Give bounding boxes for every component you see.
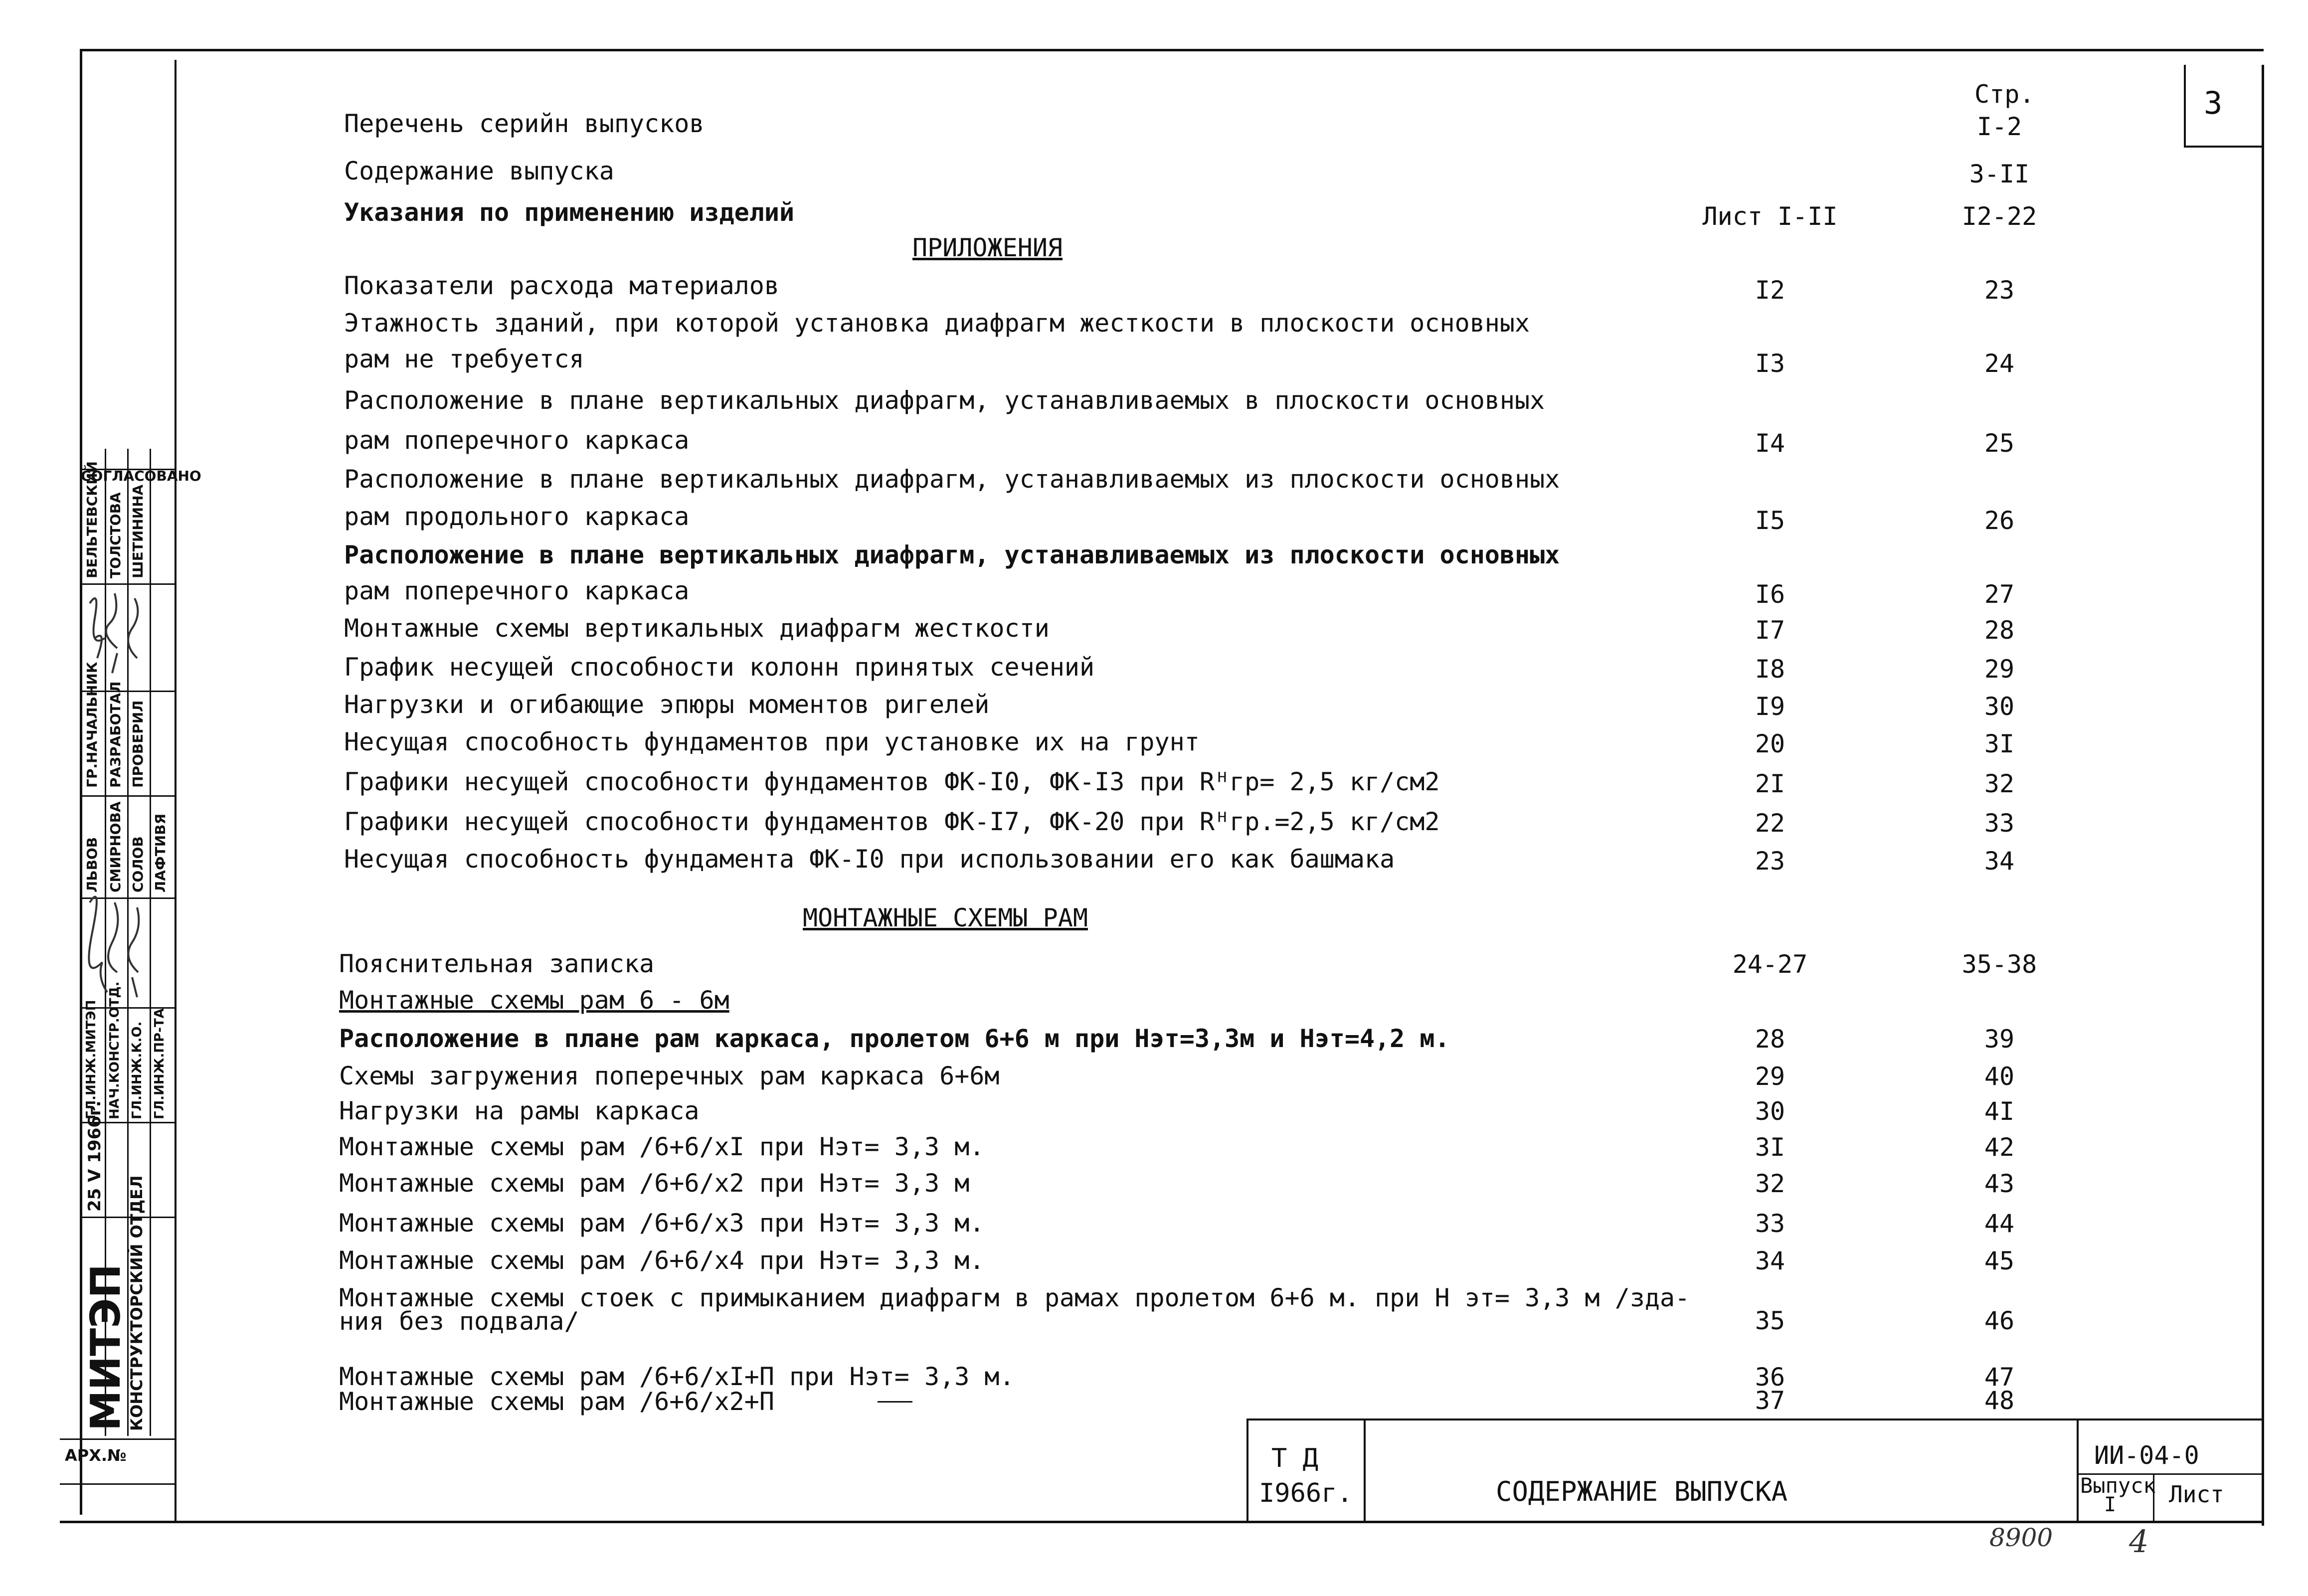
side-name-3: ЛАФТИВЯ xyxy=(152,813,169,892)
side-arch: АРХ.№ xyxy=(65,1446,127,1465)
side-role2-2: ПРОВЕРИЛ xyxy=(130,700,146,788)
list-item-page: 46 xyxy=(1984,1306,2015,1335)
list-item-page: 30 xyxy=(1984,692,2015,721)
stamp-top-line xyxy=(1246,1419,2264,1420)
handwritten-sheet-number: 4 xyxy=(2129,1523,2149,1560)
list-item-sheet: 23 xyxy=(1755,847,1785,876)
side-role-2: ГЛ.ИНЖ.К.О. xyxy=(130,1021,145,1119)
list-item: Монтажные схемы рам /6+6/хI при Нэт= 3,3 м. xyxy=(339,1132,985,1161)
list-item-sheet: 24-27 xyxy=(1732,950,1808,979)
list-item-page: 23 xyxy=(1984,276,2015,305)
side-name2-0: ВЕЛЬТЕВСКИЙ xyxy=(84,461,100,578)
side-role-1: НАЧ.КОНСТР.ОТД. xyxy=(107,981,122,1119)
item-instructions: Указания по применению изделий xyxy=(344,198,795,227)
list-item: рам поперечного каркаса xyxy=(344,576,690,605)
page-box-left xyxy=(2184,65,2186,147)
list-item-page: 44 xyxy=(1984,1209,2015,1238)
list-item-page: 45 xyxy=(1984,1246,2015,1275)
list-item: Монтажные схемы рам /6+6/хI+П при Нэт= 3,3 м. xyxy=(339,1362,1015,1391)
list-item: ния без подвала/ xyxy=(339,1307,579,1336)
stamp-div1 xyxy=(1246,1419,1248,1521)
list-item: Монтажные схемы рам /6+6/х2+П xyxy=(339,1387,774,1416)
side-name-0: ЛЬВОВ xyxy=(84,837,100,892)
stamp-issue-label: Выпуск xyxy=(2080,1473,2156,1498)
list-item-page: 48 xyxy=(1984,1386,2015,1415)
list-item-sheet: I4 xyxy=(1755,429,1785,458)
page-box-bottom xyxy=(2184,146,2264,148)
list-item-page: 33 xyxy=(1984,809,2015,838)
list-item: Несущая способность фундамента ФК-I0 при использовании его как башмака xyxy=(344,845,1395,874)
side-date: 25 V 1966г. xyxy=(85,1100,105,1212)
side-hline-9 xyxy=(60,1483,175,1485)
list-item-sheet: 34 xyxy=(1755,1246,1785,1275)
list-item-sheet: I9 xyxy=(1755,692,1785,721)
list-item: рам поперечного каркаса xyxy=(344,426,690,455)
page-col-label: Стр. xyxy=(1974,80,2035,109)
list-item: Графики несущей способности фундаментов ФК-I0, ФК-I3 при Rᴴгр= 2,5 кг/см2 xyxy=(344,767,1440,796)
item-instructions-sheet: Лист I-II xyxy=(1702,202,1838,231)
list-item: Пояснительная записка xyxy=(339,949,655,978)
list-item: Расположение в плане вертикальных диафрагм, устанавливаемых из плоскости основных xyxy=(344,540,1560,569)
section-frames-title: МОНТАЖНЫЕ СХЕМЫ РАМ xyxy=(803,903,1088,932)
list-item: Нагрузки и огибающие эпюры моментов ригелей xyxy=(344,690,990,719)
side-role2-1: РАЗРАБОТАЛ xyxy=(107,681,124,788)
list-item-page: 29 xyxy=(1984,655,2015,684)
list-item-page: 35-38 xyxy=(1961,950,2037,979)
list-item-page: 32 xyxy=(1984,769,2015,798)
list-item-sheet: 33 xyxy=(1755,1209,1785,1238)
list-item-sheet: I7 xyxy=(1755,616,1785,645)
item-series-list-page: I-2 xyxy=(1976,112,2022,141)
list-item-sheet: 2I xyxy=(1755,769,1785,798)
list-item-page: 40 xyxy=(1984,1062,2015,1091)
list-item: Монтажные схемы рам /6+6/х4 при Нэт= 3,3 м. xyxy=(339,1246,985,1275)
list-item-page: 25 xyxy=(1984,429,2015,458)
list-item-page: 26 xyxy=(1984,506,2015,535)
list-item-sheet: 29 xyxy=(1755,1062,1785,1091)
list-item-sheet: 22 xyxy=(1755,809,1785,838)
list-item-sheet: 28 xyxy=(1755,1025,1785,1054)
stamp-div3 xyxy=(2077,1419,2079,1521)
list-item-page: 34 xyxy=(1984,847,2015,876)
list-item: рам продольного каркаса xyxy=(344,502,690,531)
side-org: МИТЭП xyxy=(82,1264,130,1431)
side-name2-2: ШЕТИНИНА xyxy=(130,484,146,578)
list-item-sheet: 20 xyxy=(1755,729,1785,758)
list-item: Расположение в плане вертикальных диафрагм, устанавливаемых в плоскости основных xyxy=(344,386,1545,415)
list-item-page: 43 xyxy=(1984,1169,2015,1198)
list-item-page: 47 xyxy=(1984,1363,2015,1392)
frame-top xyxy=(80,49,2264,51)
stamp-div2 xyxy=(1364,1419,1366,1521)
list-item-sheet: 36 xyxy=(1755,1363,1785,1392)
list-item-sheet: I3 xyxy=(1755,349,1785,378)
side-name-2: СОЛОВ xyxy=(130,836,146,892)
item-instructions-page: I2-22 xyxy=(1961,202,2037,231)
item-contents: Содержание выпуска xyxy=(344,157,614,185)
list-item: Монтажные схемы рам /6+6/х3 при Нэт= 3,3 м. xyxy=(339,1209,985,1238)
list-item-sheet: 35 xyxy=(1755,1306,1785,1335)
list-item-page: 42 xyxy=(1984,1133,2015,1162)
dash-mark xyxy=(878,1401,912,1403)
side-name-1: СМИРНОВА xyxy=(107,801,124,892)
frame-bottom xyxy=(60,1521,2264,1523)
side-name2-1: ТОЛСТОВА xyxy=(107,492,124,578)
stamp-year: I966г. xyxy=(1259,1478,1353,1508)
stamp-td: Т Д xyxy=(1271,1443,1318,1473)
list-item-page: 28 xyxy=(1984,616,2015,645)
signatures xyxy=(80,583,150,1222)
list-item-page: 27 xyxy=(1984,580,2015,609)
side-vline-3 xyxy=(150,449,151,1436)
item-contents-page: 3-II xyxy=(1969,160,2030,188)
list-item: Монтажные схемы стоек с примыканием диафрагм в рамах пролетом 6+6 м. при Н эт= 3,3 м /зда- xyxy=(339,1283,1690,1312)
section-appendices-title: ПРИЛОЖЕНИЯ xyxy=(912,233,1063,262)
side-role-3: ГЛ.ИНЖ.ПР-ТА xyxy=(152,1008,167,1119)
list-item-sheet: 3I xyxy=(1755,1133,1785,1162)
list-item-page: 3I xyxy=(1984,729,2015,758)
list-item: Монтажные схемы вертикальных диафрагм жесткости xyxy=(344,614,1050,643)
list-item: Схемы загружения поперечных рам каркаса 6+6м xyxy=(339,1062,1000,1090)
list-item: Этажность зданий, при которой установка диафрагм жесткости в плоскости основных xyxy=(344,309,1530,338)
stamp-title: СОДЕРЖАНИЕ ВЫПУСКА xyxy=(1496,1476,1788,1507)
list-item: Монтажные схемы рам /6+6/х2 при Нэт= 3,3 м xyxy=(339,1169,970,1198)
list-item-sheet: 37 xyxy=(1755,1386,1785,1415)
side-dept: КОНСТРУКТОРСКИЙ ОТДЕЛ xyxy=(127,1175,146,1431)
stamp-issue-value: I xyxy=(2104,1493,2117,1516)
frame-left-inner xyxy=(175,60,177,1521)
side-role-0: ГЛ.ИНЖ.МИТЭП xyxy=(84,1000,99,1119)
frame-right xyxy=(2262,65,2264,1526)
list-item-sheet: I5 xyxy=(1755,506,1785,535)
list-item: Расположение в плане рам каркаса, пролетом 6+6 м при Нэт=3,3м и Нэт=4,2 м. xyxy=(339,1024,1450,1053)
side-role2-0: ГР.НАЧАЛЬНИК xyxy=(84,662,100,788)
list-item: Показатели расхода материалов xyxy=(344,271,779,300)
list-item-sheet: I8 xyxy=(1755,655,1785,684)
list-item-sheet: I6 xyxy=(1755,580,1785,609)
item-series-list: Перечень серийн выпусков xyxy=(344,109,705,138)
side-agreed: СОГЛАСОВАНО xyxy=(81,468,201,484)
list-item: Графики несущей способности фундаментов ФК-I7, ФК-20 при Rᴴгр.=2,5 кг/см2 xyxy=(344,807,1440,836)
side-hline-8 xyxy=(60,1438,175,1440)
list-item: Монтажные схемы рам 6 - 6м xyxy=(339,986,729,1015)
list-item: Несущая способность фундаментов при установке их на грунт xyxy=(344,727,1200,756)
list-item: Нагрузки на рамы каркаса xyxy=(339,1096,700,1125)
page-number: 3 xyxy=(2204,85,2223,121)
list-item-sheet: 32 xyxy=(1755,1169,1785,1198)
list-item-page: 24 xyxy=(1984,349,2015,378)
list-item: рам не требуется xyxy=(344,345,584,373)
stamp-sheet-label: Лист xyxy=(2169,1481,2224,1508)
list-item: Расположение в плане вертикальных диафрагм, устанавливаемых из плоскости основных xyxy=(344,465,1560,494)
list-item-page: 4I xyxy=(1984,1097,2015,1126)
list-item-page: 39 xyxy=(1984,1025,2015,1054)
list-item: График несущей способности колонн принятых сечений xyxy=(344,653,1095,682)
list-item-sheet: 30 xyxy=(1755,1097,1785,1126)
list-item-sheet: I2 xyxy=(1755,276,1785,305)
stamp-code: ИИ-04-0 xyxy=(2094,1441,2199,1470)
handwritten-inventory-number: 8900 xyxy=(1989,1523,2053,1552)
